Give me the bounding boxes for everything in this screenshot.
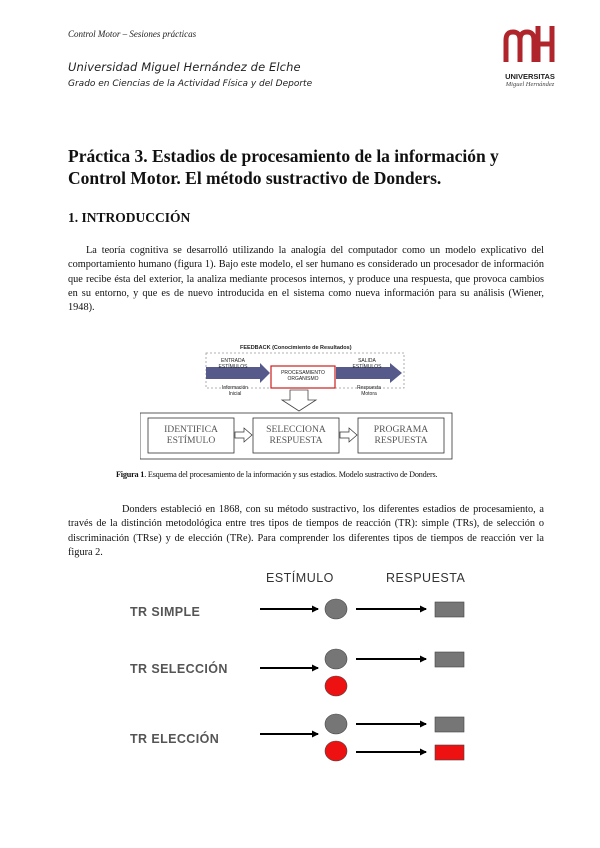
- initial-info-label: Información Inicial: [221, 385, 249, 397]
- stage-identify-label: IDENTIFICA ESTÍMULO: [164, 424, 218, 446]
- title-line-1: Práctica 3. Estadios de procesamiento de la información y: [68, 146, 499, 166]
- eleccion-response-gray: [435, 717, 464, 732]
- umh-logo: [498, 22, 562, 92]
- simple-response-gray: [435, 602, 464, 617]
- caption-text: . Esquema del procesamiento de la información y sus estadios. Modelo sustractivo de Donders.: [144, 470, 438, 479]
- page-title: [68, 145, 538, 189]
- motor-response-label: Respuesta Motora: [357, 385, 381, 397]
- figure-1: [140, 342, 460, 462]
- seleccion-stimulus-gray: [325, 649, 347, 669]
- input-label: ENTRADA ESTÍMULOS: [218, 358, 248, 370]
- row-label-eleccion: TR ELECCIÓN: [130, 732, 220, 746]
- eleccion-stimulus-red: [325, 741, 347, 761]
- simple-stimulus-gray: [325, 599, 347, 619]
- processing-label: PROCESAMIENTO ORGANISMO: [281, 370, 325, 382]
- degree-name: Grado en Ciencias de la Actividad Física y del Deporte: [68, 79, 313, 89]
- figure-1-caption: [116, 470, 437, 479]
- feedback-label: FEEDBACK (Conocimiento de Resultados): [240, 345, 352, 351]
- seleccion-stimulus-red: [325, 676, 347, 696]
- stimulus-column-header: ESTÍMULO: [266, 571, 334, 585]
- title-line-2: Control Motor. El método sustractivo de Donders.: [68, 168, 442, 188]
- response-column-header: RESPUESTA: [386, 571, 466, 585]
- down-arrow: [282, 390, 316, 411]
- logo-word: UNIVERSITAS: [505, 72, 555, 81]
- row-label-seleccion: TR SELECCIÓN: [130, 662, 228, 676]
- seleccion-response-gray: [435, 652, 464, 667]
- eleccion-stimulus-gray: [325, 714, 347, 734]
- stage-program-label: PROGRAMA RESPUESTA: [373, 424, 429, 446]
- university-name: Universidad Miguel Hernández de Elche: [68, 60, 301, 74]
- caption-label: Figura 1: [116, 470, 145, 479]
- figure-2-diagram: [260, 590, 470, 770]
- output-label: SALIDA ESTÍMULOS: [352, 358, 382, 370]
- figure-2: [260, 590, 470, 770]
- row-label-simple: TR SIMPLE: [130, 605, 201, 619]
- logo-sub: Miguel Hernández: [505, 81, 555, 88]
- eleccion-response-red: [435, 745, 464, 760]
- section-heading: 1. INTRODUCCIÓN: [68, 210, 191, 225]
- intro-paragraph-2: Donders estableció en 1868, con su método sustractivo, los diferentes estadios de procesamiento, a través de la distinción metodológica entre tres tipos de tiempos de reacción (TR): simple (TRs), de selección o discriminación (TRse) y de elección (TRe). Para comprender los diferentes tipos de tiempos de reacción ver la figura 2.: [68, 504, 544, 558]
- intro-paragraph-1: La teoría cognitiva se desarrolló utilizando la analogía del computador como un modelo explicativo del comportamiento humano (figura 1). Bajo este modelo, el ser humano es considerado un procesador de información que recibe ésta del exterior, la analiza mediante procesos internos, y produce una respuesta, que provoca cambios en su entorno, y que es de nuevo introducida en el sistema como nueva información para su análisis (Wiener, 1948).: [68, 245, 544, 314]
- running-title: Control Motor – Sesiones prácticas: [68, 29, 197, 39]
- stage-select-label: SELECCIONA RESPUESTA: [266, 424, 326, 446]
